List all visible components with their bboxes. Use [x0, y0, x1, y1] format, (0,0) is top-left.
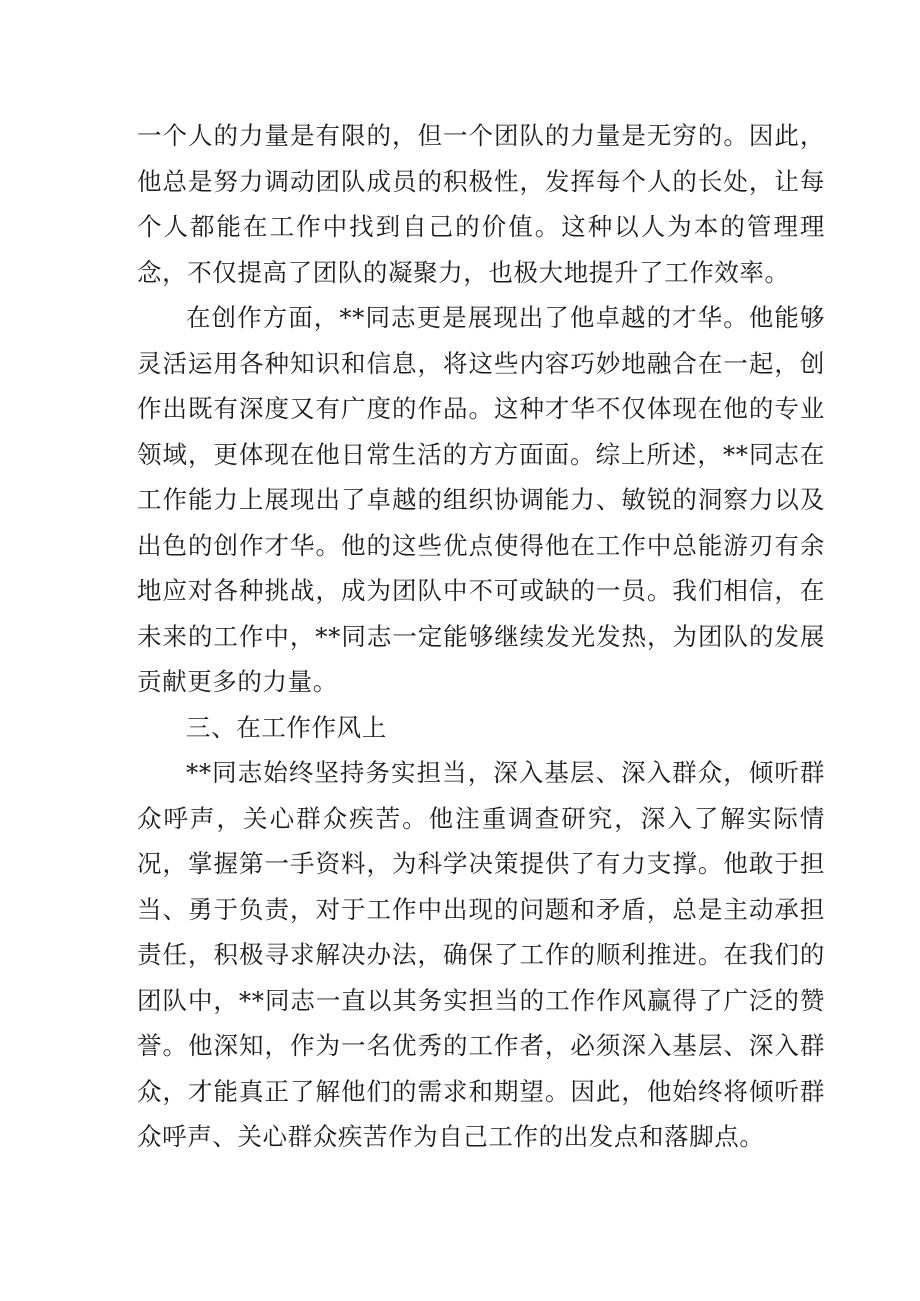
- section-heading-work-style: 三、在工作作风上: [186, 712, 387, 742]
- paragraph-continuation: 一个人的力量是有限的，但一个团队的力量是无穷的。因此，他总是努力调动团队成员的积极性，发挥每个人的长处，让每个人都能在工作中找到自己的价值。这种以人为本的管理理念，不仅提高了团队的凝聚力，也极大地提升了工作效率。: [137, 121, 825, 287]
- document-body: [137, 113, 825, 1160]
- paragraph-creative-talent: 在创作方面，**同志更是展现出了他卓越的才华。他能够灵活运用各种知识和信息，将这些内容巧妙地融合在一起，创作出既有深度又有广度的作品。这种才华不仅体现在他的专业领域，更体现在他日常生活的方方面面。综上所述，**同志在工作能力上展现出了卓越的组织协调能力、敏锐的洞察力以及出色的创作才华。他的这些优点使得他在工作中总能游刃有余地应对各种挑战，成为团队中不可或缺的一员。我们相信，在未来的工作中，**同志一定能够继续发光发热，为团队的发展贡献更多的力量。: [137, 303, 825, 696]
- paragraph-work-style: **同志始终坚持务实担当，深入基层、深入群众，倾听群众呼声，关心群众疾苦。他注重调查研究，深入了解实际情况，掌握第一手资料，为科学决策提供了有力支撑。他敢于担当、勇于负责，对于工作中出现的问题和矛盾，总是主动承担责任，积极寻求解决办法，确保了工作的顺利推进。在我们的团队中，**同志一直以其务实担当的工作作风赢得了广泛的赞誉。他深知，作为一名优秀的工作者，必须深入基层、深入群众，才能真正了解他们的需求和期望。因此，他始终将倾听群众呼声、关心群众疾苦作为自己工作的出发点和落脚点。: [137, 758, 825, 1151]
